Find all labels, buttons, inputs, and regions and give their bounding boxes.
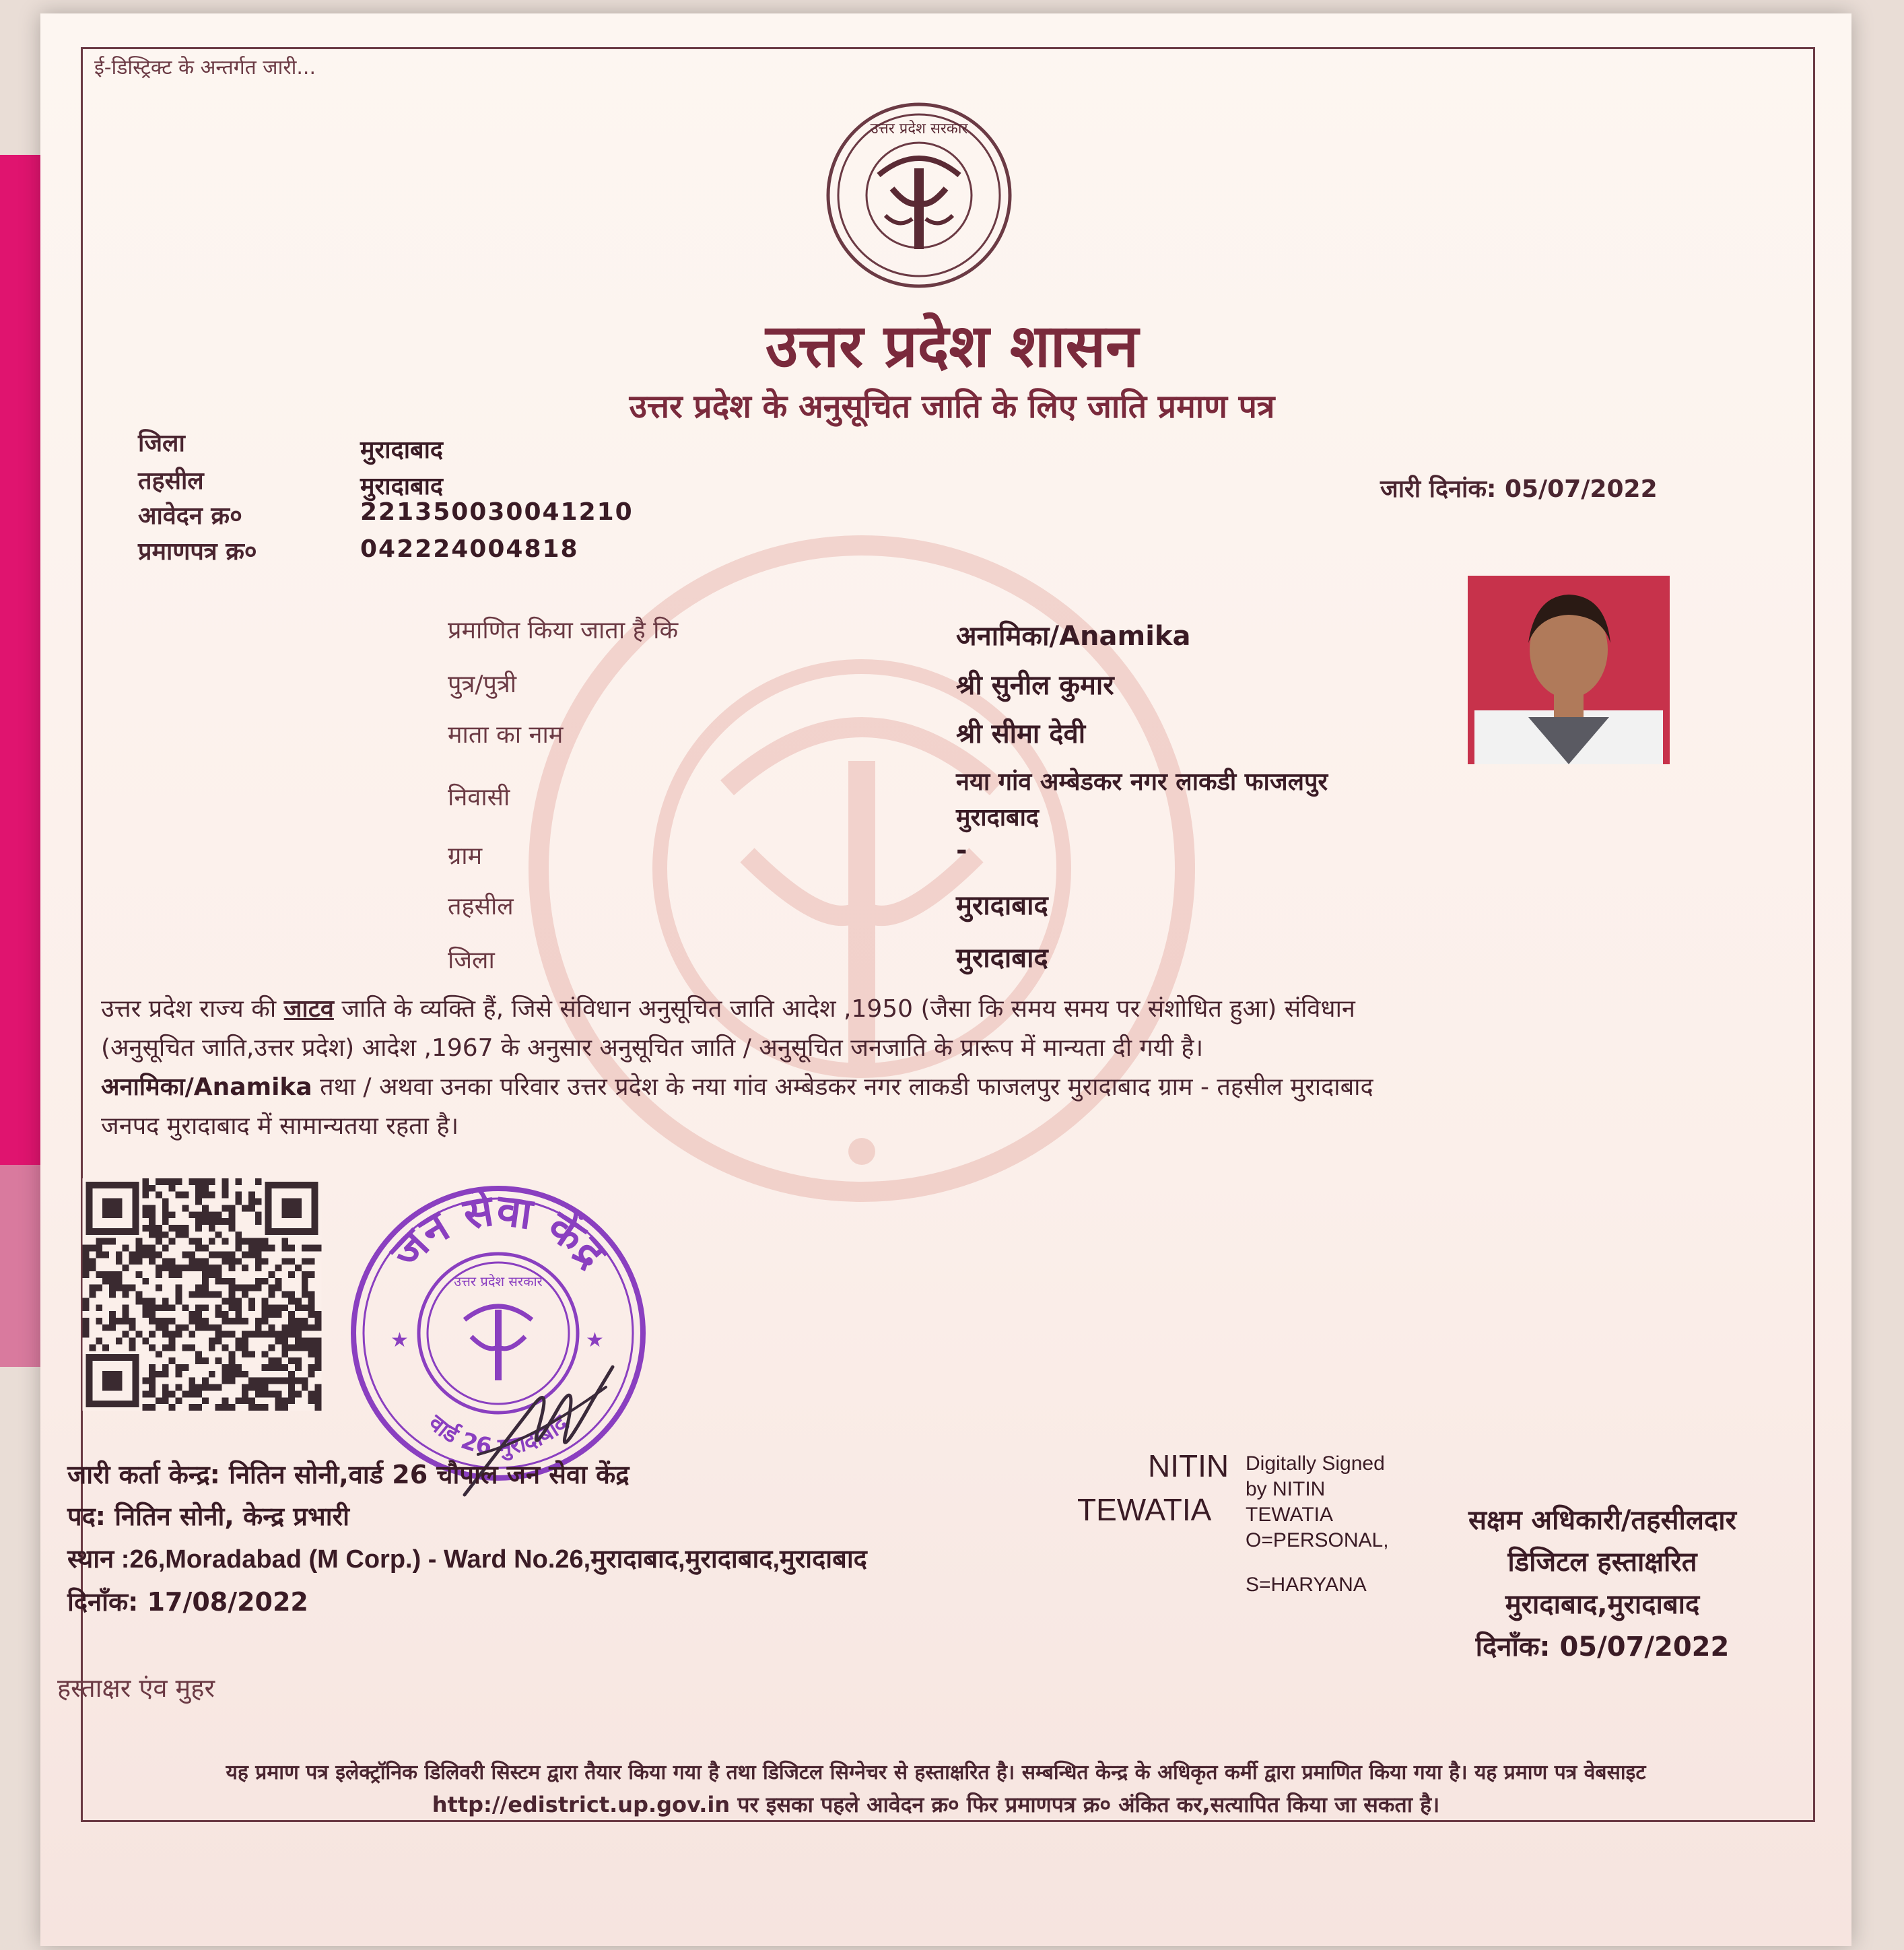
digital-signer-first-name: NITIN bbox=[1148, 1448, 1229, 1483]
tehsil-field-label: तहसील bbox=[448, 893, 514, 920]
digital-signature-details bbox=[1246, 1451, 1389, 1598]
issuer-date: दिनाँक: 17/08/2022 bbox=[67, 1587, 308, 1617]
stamp-bottom-text: वार्ड 26 मुरादाबाद bbox=[423, 1409, 574, 1461]
svg-text:जन सेवा केंद्र bbox=[380, 1184, 617, 1279]
digsig-detail-line: O=PERSONAL, bbox=[1246, 1529, 1389, 1551]
tehsil-value: मुरादाबाद bbox=[360, 473, 444, 500]
digsig-detail-line: by NITIN bbox=[1246, 1478, 1326, 1500]
issuer-post: पद: नितिन सोनी, केन्द्र प्रभारी bbox=[67, 1502, 349, 1531]
tehsil-field-value: मुरादाबाद bbox=[956, 890, 1048, 921]
application-no-label: आवेदन क्र० bbox=[138, 502, 242, 530]
declaration-line1-end: जाति के व्यक्ति हैं, जिसे संविधान अनुसूचित जाति आदेश ,1950 (जैसा कि समय समय पर संशोधित हुआ) संविधान bbox=[333, 995, 1355, 1023]
authority-location: मुरादाबाद,मुरादाबाद bbox=[1505, 1589, 1700, 1620]
signature-seal-label: हस्ताक्षर एंव मुहर bbox=[57, 1673, 215, 1703]
footer-line2: http://edistrict.up.gov.in पर इसका पहले आवेदन क्र० फिर प्रमाणपत्र क्र० अंकित कर,सत्यापित किया जा सकता है। bbox=[432, 1792, 1440, 1817]
caste-name: जाटव bbox=[283, 995, 334, 1023]
resident-address-line2: मुरादाबाद bbox=[956, 804, 1040, 832]
digsig-detail-line: S=HARYANA bbox=[1246, 1574, 1367, 1596]
stamp-top-text: जन सेवा केंद्र bbox=[380, 1184, 617, 1278]
up-government-emblem bbox=[821, 101, 1017, 290]
father-name: श्री सुनील कुमार bbox=[956, 670, 1114, 701]
stamp-star-right-icon: ★ bbox=[586, 1329, 604, 1352]
declaration-line1-start: उत्तर प्रदेश राज्य की bbox=[101, 995, 284, 1023]
declaration-line3-rest: तथा / अथवा उनका परिवार उत्तर प्रदेश के नया गांव अम्बेडकर नगर लाकडी फाजलपुर मुरादाबाद ग्राम - तहसील मुरादाबाद bbox=[312, 1073, 1373, 1101]
stamp-inner-text: उत्तर प्रदेश सरकार bbox=[454, 1273, 543, 1289]
declaration-line4: जनपद मुरादाबाद में सामान्यतया रहता है। bbox=[101, 1112, 459, 1140]
qr-code bbox=[81, 1178, 323, 1411]
digital-signer-last-name: TEWATIA bbox=[1077, 1492, 1212, 1527]
application-no-value: 221350030041210 bbox=[360, 498, 634, 526]
footer-line1: यह प्रमाण पत्र इलेक्ट्रॉनिक डिलिवरी सिस्टम द्वारा तैयार किया गया है तथा डिजिटल सिग्नेचर से हस्ताक्षरित है। सम्बन्धित केन्द्र के अधिकृत कर्मी द्वारा प्रमाणित किया गया है। यह प्रमाण पत्र वेबसाइट bbox=[226, 1761, 1646, 1784]
certified-label: प्रमाणित किया जाता है कि bbox=[448, 617, 679, 644]
certificate-no-value: 042224004818 bbox=[360, 535, 579, 563]
applicant-photo bbox=[1468, 576, 1670, 764]
district-label: जिला bbox=[138, 430, 185, 457]
resident-address: नया गांव अम्बेडकर नगर लाकडी फाजलपुर bbox=[956, 768, 1328, 796]
issuer-place: स्थान :26,Moradabad (M Corp.) - Ward No.26,मुरादाबाद,मुरादाबाद,मुरादाबाद bbox=[67, 1545, 867, 1574]
stamp-star-left-icon: ★ bbox=[390, 1329, 409, 1352]
certificate-no-label: प्रमाणपत्र क्र० bbox=[138, 538, 257, 566]
tehsil-label: तहसील bbox=[138, 467, 204, 495]
digsig-detail-line: Digitally Signed bbox=[1246, 1452, 1385, 1475]
mother-name: श्री सीमा देवी bbox=[956, 718, 1086, 749]
top-note: ई-डिस्ट्रिक्ट के अन्तर्गत जारी... bbox=[94, 56, 316, 79]
certificate-subtitle: उत्तर प्रदेश के अनुसूचित जाति के लिए जाति प्रमाण पत्र bbox=[629, 388, 1275, 426]
certificate-title: उत्तर प्रदेश शासन bbox=[766, 310, 1138, 380]
district-field-value: मुरादाबाद bbox=[956, 943, 1048, 974]
declaration-line2: (अनुसूचित जाति,उत्तर प्रदेश) आदेश ,1967 के अनुसार अनुसूचित जाति / अनुसूचित जनजाति के प्रारूप में मान्यता दी गयी है। bbox=[101, 1034, 1204, 1062]
authority-title: सक्षम अधिकारी/तहसीलदार bbox=[1468, 1505, 1736, 1536]
son-daughter-of-label: पुत्र/पुत्री bbox=[448, 671, 517, 698]
authority-date: दिनाँक: 05/07/2022 bbox=[1475, 1632, 1730, 1662]
issue-date: जारी दिनांक: 05/07/2022 bbox=[1380, 475, 1658, 503]
resident-label: निवासी bbox=[448, 784, 510, 811]
mother-name-label: माता का नाम bbox=[448, 721, 564, 749]
authority-digital-signed: डिजिटल हस्ताक्षरित bbox=[1507, 1547, 1697, 1578]
village-label: ग्राम bbox=[448, 842, 483, 870]
digsig-detail-line: TEWATIA bbox=[1246, 1504, 1333, 1526]
applicant-name: अनामिका/Anamika bbox=[956, 621, 1191, 652]
declaration-line3 bbox=[101, 1068, 1750, 1107]
declaration-applicant-name: अनामिका/Anamika bbox=[101, 1073, 312, 1101]
digsig-detail-spacer bbox=[1246, 1553, 1389, 1572]
emblem-text: उत्तर प्रदेश सरकार bbox=[870, 121, 968, 137]
district-field-label: जिला bbox=[448, 947, 495, 974]
village-value: - bbox=[956, 835, 967, 866]
district-value: मुरादाबाद bbox=[360, 436, 444, 464]
declaration-line1 bbox=[101, 990, 1750, 1029]
issuing-center: जारी कर्ता केन्द्र: नितिन सोनी,वार्ड 26 चौपाल जन सेवा केंद्र bbox=[67, 1460, 630, 1489]
